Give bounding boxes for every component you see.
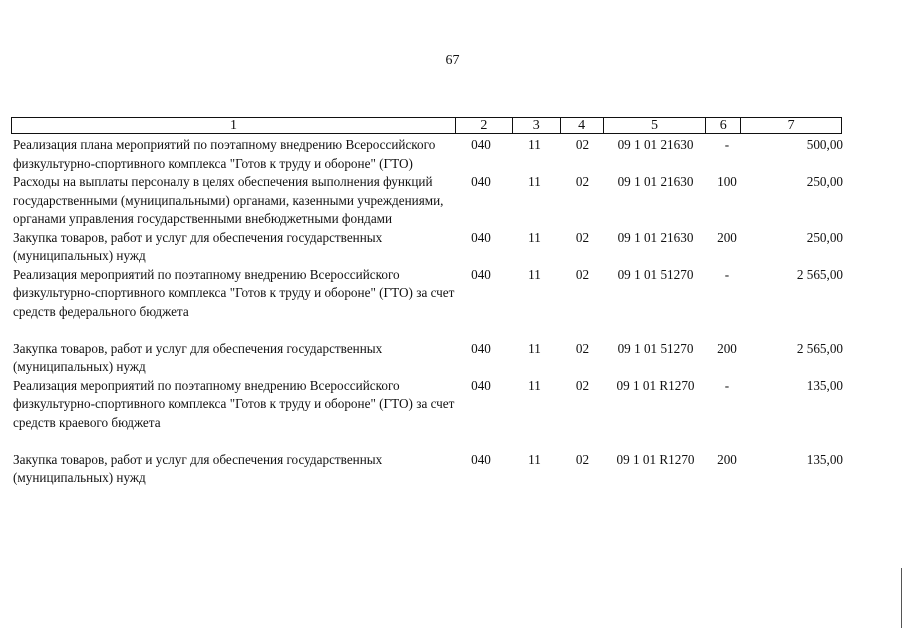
table-row bbox=[13, 173, 843, 229]
row-rz: 11 bbox=[528, 174, 541, 189]
row-vr: 200 bbox=[717, 340, 737, 356]
row-sum: 135,00 bbox=[806, 451, 843, 467]
table-header bbox=[11, 117, 842, 134]
row-pr: 02 bbox=[575, 377, 590, 393]
row-csr: 09 1 01 51270 bbox=[617, 266, 694, 282]
row-rz: 11 bbox=[528, 340, 541, 356]
row-name: Закупка товаров, работ и услуг для обеспечения государственных (муниципальных) нужд bbox=[13, 340, 383, 374]
table-row bbox=[13, 340, 843, 377]
header-col-2: 2 bbox=[455, 118, 512, 133]
header-col-3: 3 bbox=[512, 118, 560, 133]
table-row bbox=[13, 136, 843, 173]
row-sum: 250,00 bbox=[806, 174, 843, 189]
row-csr: 09 1 01 21630 bbox=[617, 137, 694, 152]
row-ved: 040 bbox=[471, 137, 491, 152]
row-ved: 040 bbox=[471, 451, 491, 467]
row-pr: 02 bbox=[575, 137, 590, 152]
row-ved: 040 bbox=[471, 174, 491, 189]
table-body bbox=[13, 136, 843, 488]
row-rz: 11 bbox=[528, 266, 541, 282]
row-vr: - bbox=[724, 377, 730, 393]
row-name: Реализация мероприятий по поэтапному внедрению Всероссийского физкультурно-спортивного комплекса "Готов к труду и обороне" (ГТО) за счет средств краевого бюджета bbox=[13, 377, 455, 430]
header-col-1: 1 bbox=[229, 118, 237, 133]
table-row bbox=[13, 451, 843, 488]
row-csr: 09 1 01 51270 bbox=[617, 340, 694, 356]
row-name: Закупка товаров, работ и услуг для обеспечения государственных (муниципальных) нужд bbox=[13, 229, 383, 263]
page-number: 67 bbox=[445, 53, 460, 68]
row-vr: 200 bbox=[717, 451, 737, 467]
row-sum: 500,00 bbox=[806, 137, 843, 152]
header-col-5: 5 bbox=[603, 118, 706, 133]
row-vr: - bbox=[724, 137, 730, 152]
row-pr: 02 bbox=[575, 174, 590, 189]
row-pr: 02 bbox=[575, 229, 590, 245]
row-name: Расходы на выплаты персоналу в целях обеспечения выполнения функций государственными (муниципальными) органами, казенными учреждениями, органами управления государственными внебюджетными фондами bbox=[13, 174, 444, 226]
header-col-4: 4 bbox=[560, 118, 603, 133]
row-pr: 02 bbox=[575, 340, 590, 356]
table-row bbox=[13, 229, 843, 266]
row-spacer bbox=[13, 432, 843, 451]
row-rz: 11 bbox=[528, 229, 541, 245]
row-csr: 09 1 01 21630 bbox=[617, 174, 694, 189]
header-col-6: 6 bbox=[705, 118, 740, 133]
row-pr: 02 bbox=[575, 451, 590, 467]
row-sum: 250,00 bbox=[806, 229, 843, 245]
table-row bbox=[13, 377, 843, 433]
row-name: Закупка товаров, работ и услуг для обеспечения государственных (муниципальных) нужд bbox=[13, 451, 383, 485]
row-name: Реализация мероприятий по поэтапному внедрению Всероссийского физкультурно-спортивного комплекса "Готов к труду и обороне" (ГТО) за счет средств федерального бюджета bbox=[13, 266, 455, 319]
row-sum: 2 565,00 bbox=[796, 340, 843, 356]
row-spacer bbox=[13, 321, 843, 340]
row-ved: 040 bbox=[471, 340, 491, 356]
row-sum: 135,00 bbox=[806, 377, 843, 393]
row-vr: - bbox=[724, 266, 730, 282]
header-col-7: 7 bbox=[740, 118, 841, 133]
row-name: Реализация плана мероприятий по поэтапному внедрению Всероссийского физкультурно-спортивного комплекса "Готов к труду и обороне" (ГТО) bbox=[13, 137, 436, 171]
row-csr: 09 1 01 R1270 bbox=[616, 451, 695, 467]
row-vr: 200 bbox=[717, 229, 737, 245]
row-vr: 100 bbox=[717, 174, 737, 189]
table-row bbox=[13, 266, 843, 322]
row-ved: 040 bbox=[471, 229, 491, 245]
row-pr: 02 bbox=[575, 266, 590, 282]
row-csr: 09 1 01 R1270 bbox=[616, 377, 695, 393]
row-rz: 11 bbox=[528, 451, 541, 467]
row-sum: 2 565,00 bbox=[796, 266, 843, 282]
row-csr: 09 1 01 21630 bbox=[617, 229, 694, 245]
row-rz: 11 bbox=[528, 137, 541, 152]
row-ved: 040 bbox=[471, 266, 491, 282]
row-ved: 040 bbox=[471, 377, 491, 393]
scan-margin-line bbox=[901, 568, 902, 628]
row-rz: 11 bbox=[528, 377, 541, 393]
